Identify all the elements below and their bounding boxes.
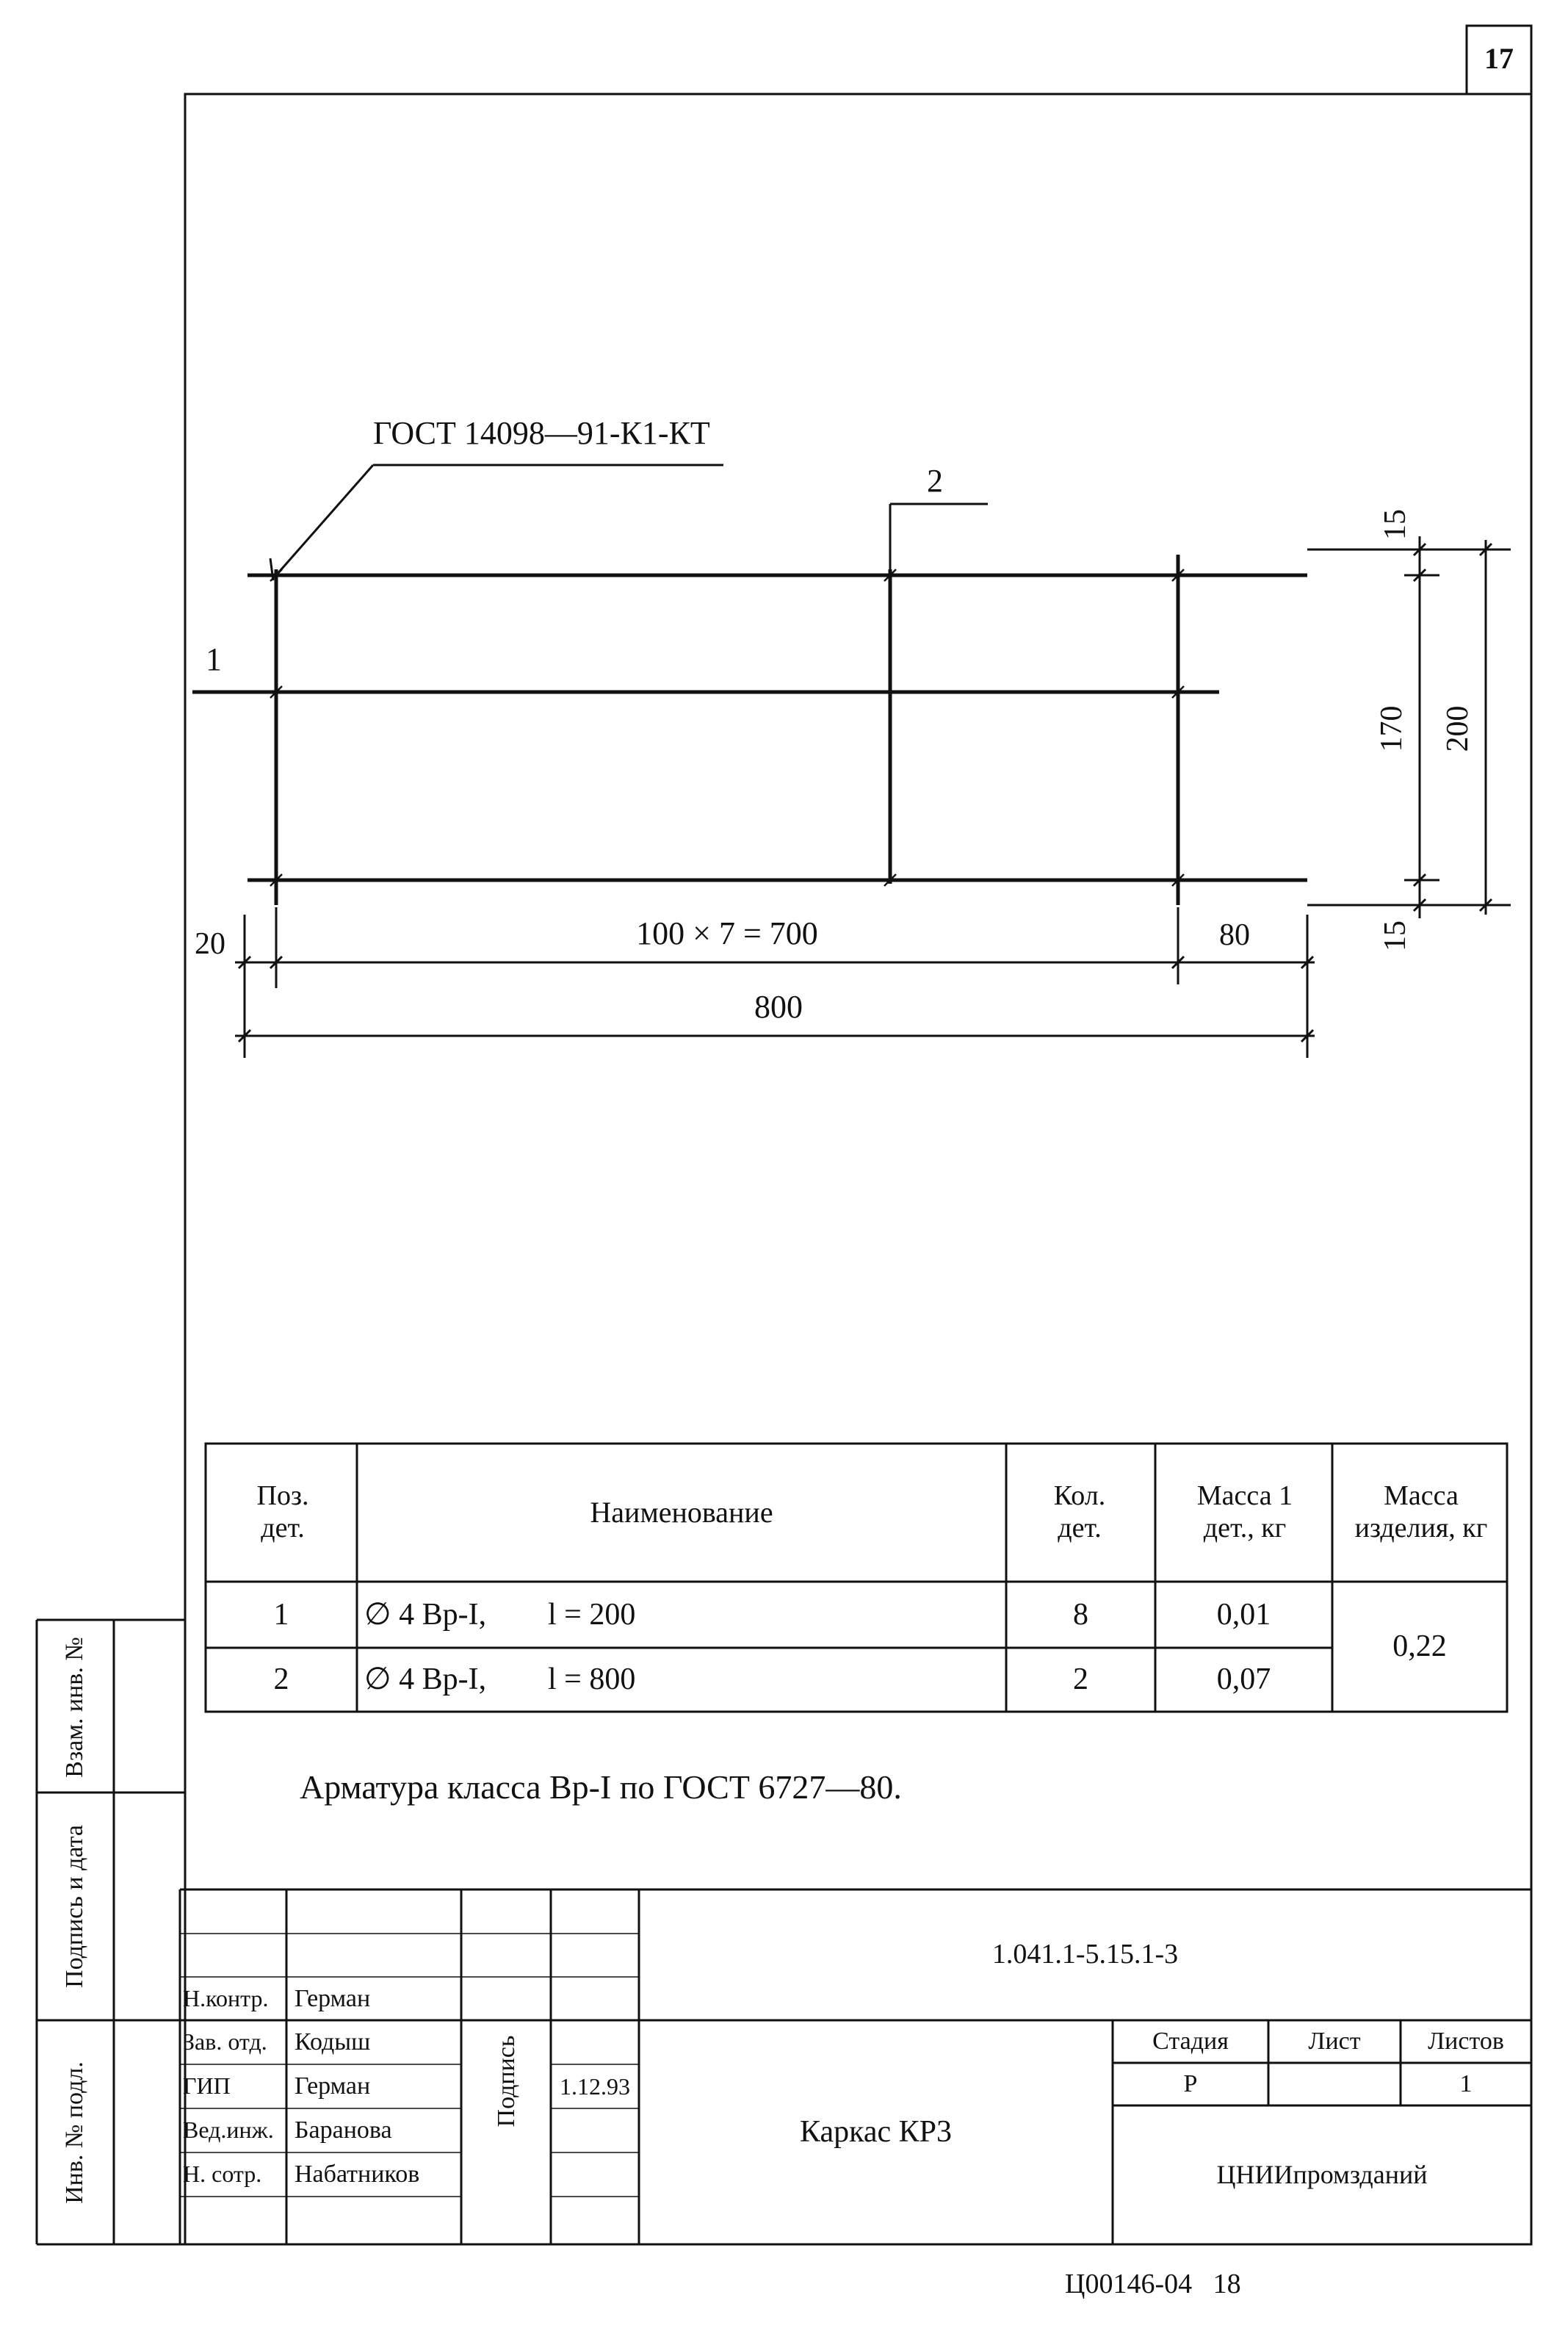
name-2: Кодыш — [295, 2028, 371, 2056]
row-1-name: ∅ 4 Вр-I, — [364, 1597, 487, 1632]
steel-note: Арматура класса Вр-I по ГОСТ 6727—80. — [300, 1768, 902, 1806]
name-4: Баранова — [295, 2116, 392, 2144]
stage-value: Р — [1183, 2070, 1198, 2098]
side-stamp-inv-podl: Инв. № подл. — [61, 2061, 88, 2204]
sheets-label: Листов — [1428, 2028, 1504, 2056]
name-5: Набатников — [295, 2161, 420, 2188]
row-2-name: ∅ 4 Вр-I, — [364, 1662, 487, 1697]
document-title: Каркас КР3 — [799, 2115, 953, 2150]
sheet-value — [1268, 2063, 1401, 2105]
position-label-2: 2 — [927, 463, 943, 499]
dim-top-offset: 15 — [1379, 509, 1412, 540]
signature-column-label: Подпись — [493, 2035, 520, 2128]
dim-left-offset: 20 — [195, 927, 225, 961]
gost-callout: ГОСТ 14098—91-К1-КТ — [373, 415, 710, 451]
header-mass-total: Масса изделия, кг — [1354, 1480, 1488, 1543]
cage-bars — [192, 555, 1307, 905]
dim-total-height: 200 — [1441, 705, 1475, 752]
row-1-mass: 0,01 — [1216, 1597, 1271, 1632]
side-stamp-podpis-data: Подпись и дата — [61, 1825, 88, 1988]
row-2-length: l = 800 — [548, 1662, 636, 1697]
row-1-qty: 8 — [1073, 1597, 1088, 1632]
role-4: Вед.инж. — [183, 2116, 274, 2144]
footer-code: Ц00146-04 18 — [1065, 2269, 1241, 2299]
organization: ЦНИИпромзданий — [1216, 2159, 1428, 2189]
row-2-pos: 2 — [273, 1662, 289, 1697]
row-2-mass: 0,07 — [1216, 1662, 1271, 1697]
row-2-qty: 2 — [1073, 1662, 1088, 1697]
role-2: Зав. отд. — [183, 2028, 267, 2056]
header-pos: Поз. дет. — [256, 1480, 309, 1543]
dim-right-offset: 80 — [1219, 918, 1250, 952]
weld-ticks — [270, 569, 1184, 886]
role-5: Н. сотр. — [183, 2161, 262, 2188]
dim-total-length: 800 — [754, 989, 803, 1025]
mass-total-value: 0,22 — [1392, 1629, 1447, 1664]
page-number: 17 — [1484, 42, 1514, 75]
row-1-pos: 1 — [273, 1597, 289, 1632]
role-3: ГИП — [183, 2072, 231, 2100]
role-1: Н.контр. — [183, 1984, 269, 2011]
sheets-value: 1 — [1459, 2070, 1473, 2098]
header-mass-one: Масса 1 дет., кг — [1196, 1480, 1293, 1543]
gost-leader — [270, 465, 723, 580]
dim-inner-height: 170 — [1375, 705, 1409, 752]
dim-spacing: 100 × 7 = 700 — [636, 915, 818, 951]
position-label-1: 1 — [206, 641, 222, 677]
dim-bottom-offset: 15 — [1379, 920, 1412, 951]
approval-date: 1.12.93 — [560, 2072, 630, 2100]
sheet-label: Лист — [1308, 2028, 1361, 2056]
side-stamp-vzam-inv: Взам. инв. № — [61, 1637, 88, 1778]
stage-label: Стадия — [1152, 2028, 1229, 2056]
pos2-leader — [890, 504, 988, 575]
name-1: Герман — [295, 1984, 371, 2012]
header-name: Наименование — [590, 1496, 773, 1529]
side-stamp-lines — [37, 1620, 185, 2244]
header-qty: Кол. дет. — [1053, 1480, 1106, 1543]
name-3: Герман — [295, 2072, 371, 2100]
document-code: 1.041.1-5.15.1-3 — [991, 1939, 1179, 1970]
row-1-length: l = 200 — [548, 1597, 636, 1632]
